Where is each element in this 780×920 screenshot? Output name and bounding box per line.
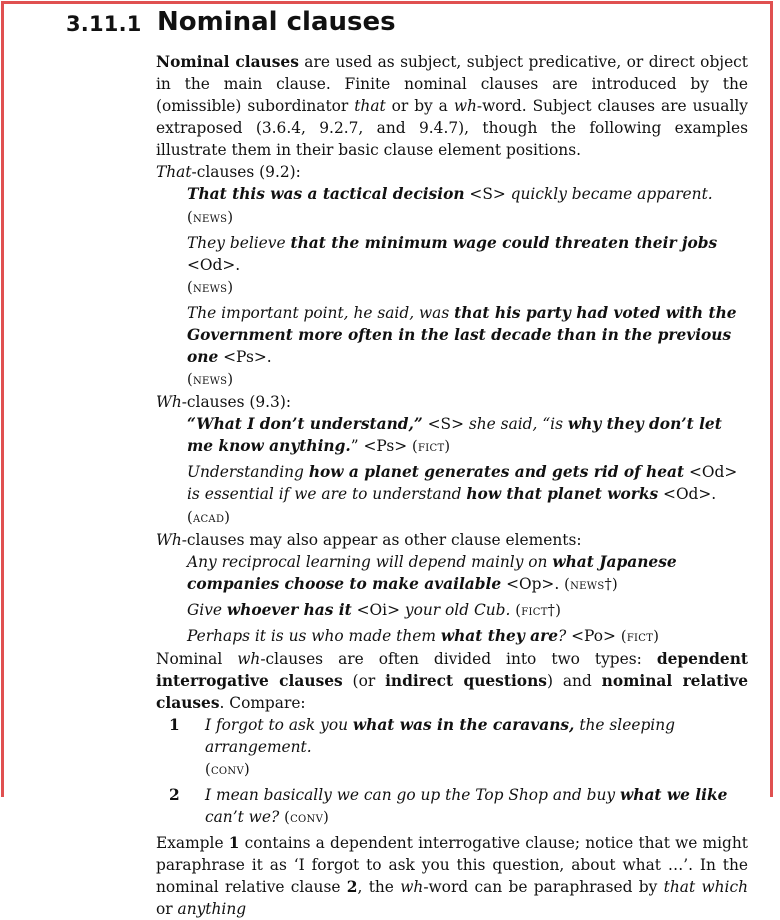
section-body xyxy=(156,51,748,920)
corpus-tag: (news) xyxy=(187,210,234,226)
example-wh-1: “What I don’t understand,” <S> she said, “is why they don’t let me know anything.” <Ps> (fict) xyxy=(187,415,722,455)
corpus-tag: (acad) xyxy=(187,510,231,526)
example-wh-other-3: Perhaps it is us who made them what they are? <Po> (fict) xyxy=(187,627,660,645)
example-that-1: That this was a tactical decision <S> quickly became apparent. (news) xyxy=(187,185,713,226)
corpus-tag: (fict) xyxy=(615,629,660,645)
term-nominal-clauses: Nominal clauses xyxy=(156,53,299,71)
corpus-tag: (news) xyxy=(187,372,234,388)
compare-example-2: 2 I mean basically we can go up the Top Shop and buy what we like can’t we? (conv) xyxy=(169,786,728,826)
intro-paragraph: Nominal clauses are used as subject, subject predicative, or direct object in the main clause. Finite nominal clauses are introduced by the (omissible) subordinator that or by a wh-word. Subject clauses are usually extraposed (3.6.4, 9.2.7, and 9.4.7), though the following examples illustrate them in their basic clause element positions. xyxy=(156,53,749,159)
example-wh-2: Understanding how a planet generates and gets rid of heat <Od> is essential if we are to understand how that planet works <Od>. (acad) xyxy=(187,463,738,526)
corpus-tag: (news†) xyxy=(559,577,618,593)
wh-clauses-label: Wh-clauses (9.3): xyxy=(156,393,292,411)
section-title: Nominal clauses xyxy=(157,7,396,37)
types-paragraph: Nominal wh-clauses are often divided into two types: dependent interrogative clauses (or indirect questions) and nominal relative clauses. Compare: xyxy=(156,650,748,712)
corpus-tag: (fict†) xyxy=(510,603,562,619)
corpus-tag: (fict) xyxy=(407,439,451,455)
corpus-tag: (conv) xyxy=(279,810,330,826)
example-that-3: The important point, he said, was that his party had voted with the Government more often in the last decade than in the previous one <Ps>. (news) xyxy=(187,304,737,388)
corpus-tag: (conv) xyxy=(205,762,250,778)
closing-paragraph: Example 1 contains a dependent interrogative clause; notice that we might paraphrase it as ‘I forgot to ask you this question, about what …’. In the nominal relative clause 2, the wh-word can be paraphrased by that which or anything xyxy=(156,834,748,918)
example-that-2: They believe that the minimum wage could threaten their jobs <Od>. (news) xyxy=(187,234,718,296)
that-clauses-label: That-clauses (9.2): xyxy=(156,163,301,181)
section-number: 3.11.1 xyxy=(66,12,142,36)
wh-other-label: Wh-clauses may also appear as other clause elements: xyxy=(156,531,582,549)
example-wh-other-2: Give whoever has it <Oi> your old Cub. (fict†) xyxy=(187,601,562,619)
corpus-tag: (news) xyxy=(187,280,234,296)
example-wh-other-1: Any reciprocal learning will depend mainly on what Japanese companies choose to make available <Op>. (news†) xyxy=(187,553,677,593)
compare-example-1: 1 I forgot to ask you what was in the caravans, the sleeping arrangement. (conv) xyxy=(169,716,675,778)
